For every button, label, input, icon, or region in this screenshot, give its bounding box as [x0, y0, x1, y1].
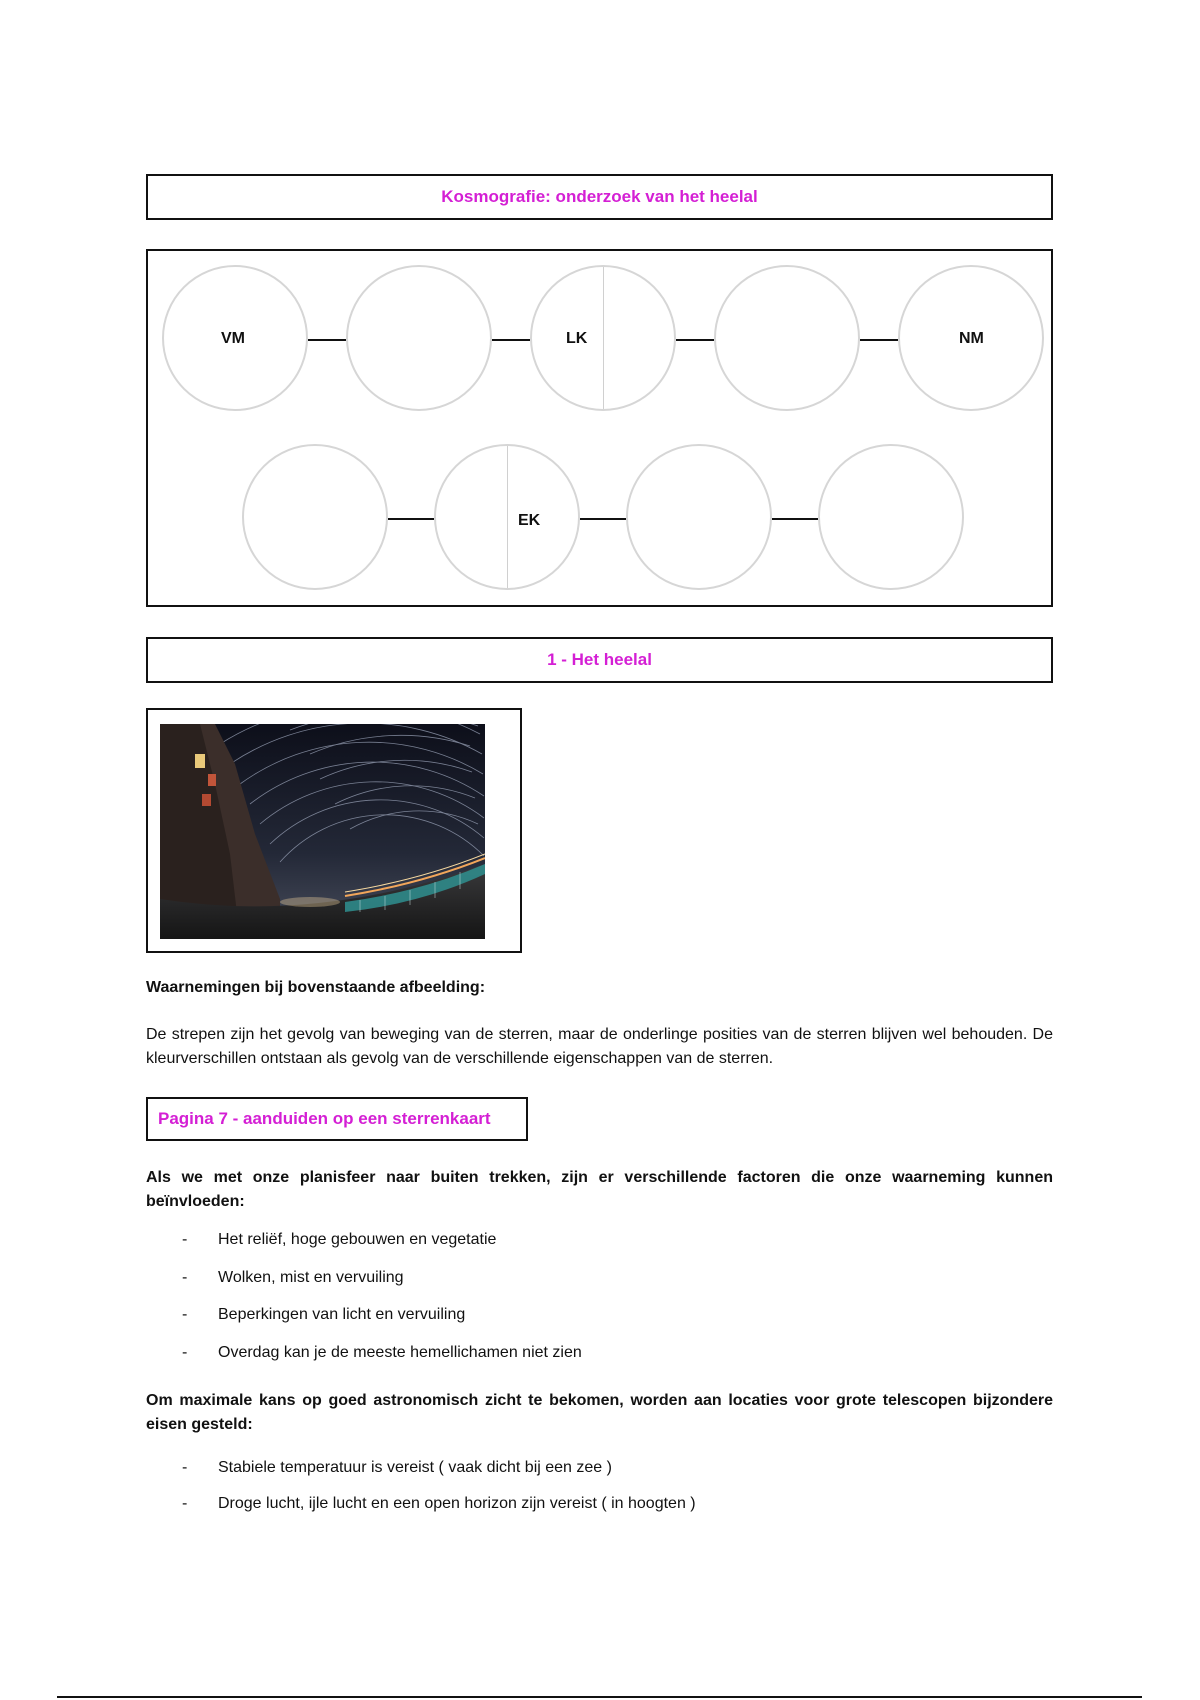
- observation-heading: Waarnemingen bij bovenstaande afbeelding:: [146, 979, 486, 996]
- moon-phase-circle-blank: [818, 444, 964, 590]
- list-dash: -: [182, 1344, 188, 1361]
- phase-label: EK: [518, 512, 541, 529]
- list-dash: -: [182, 1231, 188, 1248]
- star-trails-photo: [160, 724, 485, 939]
- factors-heading: Als we met onze planisfeer naar buiten trekken, zijn er verschillende factoren die onze waarneming kunnen beïnvloeden:: [146, 1169, 1053, 1210]
- connector: [676, 339, 714, 341]
- page-title: Kosmografie: onderzoek van het heelal: [441, 187, 758, 206]
- section-title-box: [146, 1097, 528, 1141]
- section-title: 1 - Het heelal: [547, 650, 652, 669]
- phase-label: VM: [221, 330, 245, 347]
- list-item-text: Stabiele temperatuur is vereist ( vaak dicht bij een zee ): [218, 1459, 612, 1476]
- moon-phase-circle-blank: [714, 265, 860, 411]
- moon-phase-circle-blank: [242, 444, 388, 590]
- page-bottom-rule: [57, 1696, 1142, 1698]
- phase-label: NM: [959, 330, 984, 347]
- observation-text: De strepen zijn het gevolg van beweging van de sterren, maar de onderlinge posities van de sterren blijven wel behouden. De kleurverschillen ontstaan als gevolg van de verschillende eigenschappen van de sterren.: [146, 1026, 1053, 1067]
- list-item-text: Overdag kan je de meeste hemellichamen niet zien: [218, 1344, 582, 1361]
- section-title: Pagina 7 - aanduiden op een sterrenkaart: [158, 1109, 491, 1128]
- list-dash: -: [182, 1495, 188, 1512]
- photo-frame: [146, 708, 522, 953]
- moon-phase-diagram: [146, 249, 1053, 607]
- list-dash: -: [182, 1459, 188, 1476]
- connector: [308, 339, 346, 341]
- connector: [580, 518, 626, 520]
- phase-divider: [603, 267, 604, 409]
- moon-phase-circle-blank: [626, 444, 772, 590]
- moon-phase-circle-lk: [530, 265, 676, 411]
- phase-divider: [507, 446, 508, 588]
- connector: [388, 518, 434, 520]
- moon-phase-circle-vm: [162, 265, 308, 411]
- requirements-heading: Om maximale kans op goed astronomisch zicht te bekomen, worden aan locaties voor grote telescopen bijzondere eisen gesteld:: [146, 1392, 1053, 1433]
- list-dash: -: [182, 1306, 188, 1323]
- connector: [492, 339, 530, 341]
- list-dash: -: [182, 1269, 188, 1286]
- list-item-text: Wolken, mist en vervuiling: [218, 1269, 404, 1286]
- title-box: [146, 174, 1053, 220]
- connector: [772, 518, 818, 520]
- section-title-box: [146, 637, 1053, 683]
- list-item-text: Droge lucht, ijle lucht en een open horizon zijn vereist ( in hoogten ): [218, 1495, 696, 1512]
- moon-phase-circle-blank: [346, 265, 492, 411]
- connector: [860, 339, 898, 341]
- moon-phase-circle-nm: [898, 265, 1044, 411]
- phase-label: LK: [566, 330, 588, 347]
- list-item-text: Beperkingen van licht en vervuiling: [218, 1306, 466, 1323]
- moon-phase-circle-ek: [434, 444, 580, 590]
- list-item-text: Het reliëf, hoge gebouwen en vegetatie: [218, 1231, 497, 1248]
